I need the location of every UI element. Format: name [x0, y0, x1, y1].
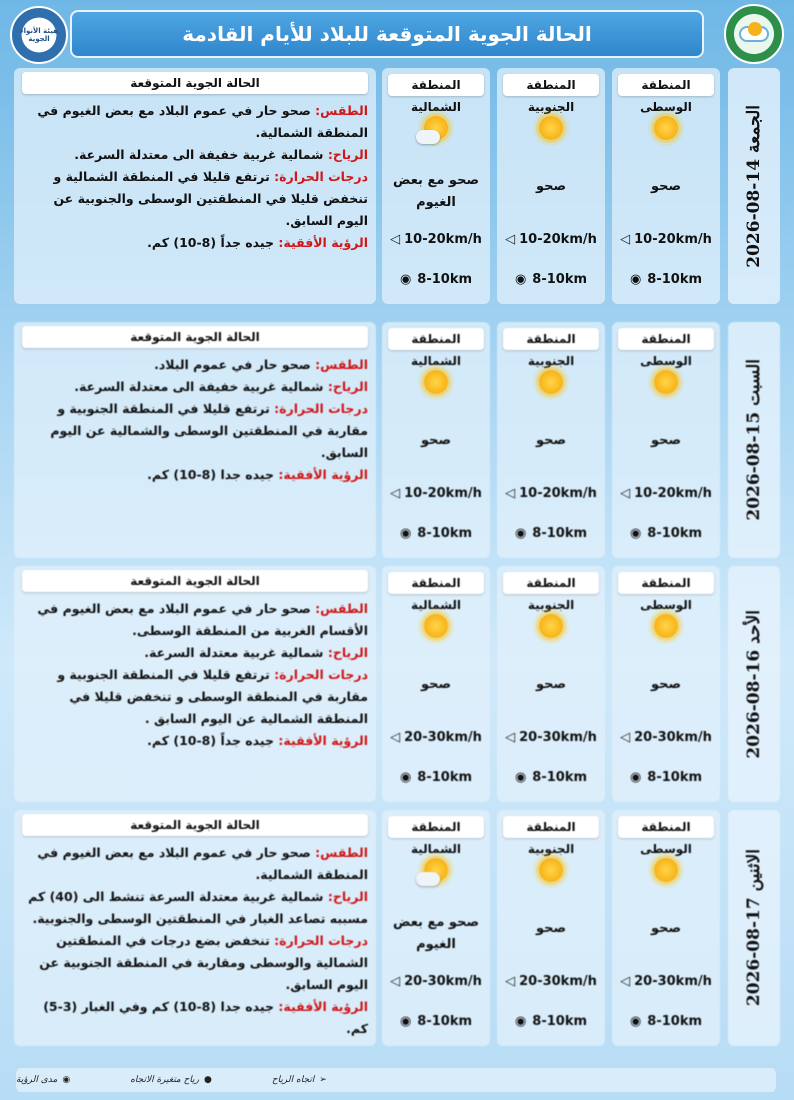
region-northern: [382, 810, 490, 1046]
weather-label: الطقس:: [315, 103, 368, 118]
visibility: [497, 272, 605, 287]
wind-value: 10-20km/h: [404, 486, 482, 501]
legend-wind-direction: ➢ اتجاه الرياح: [271, 1075, 327, 1085]
region-title: المنطقة الوسطى: [618, 572, 714, 594]
visibility-text: جيده جدا (8-10) كم.: [147, 467, 275, 482]
region-title: المنطقة الجنوبية: [503, 572, 599, 594]
visibility: [497, 1014, 605, 1029]
temp-line: [22, 398, 368, 464]
arrow-icon: ➢: [319, 1075, 327, 1085]
weather-label: الطقس:: [315, 601, 368, 616]
legend-wind-variable: ● رياح متغيرة الاتجاه: [130, 1075, 212, 1085]
region-title: المنطقة الوسطى: [618, 816, 714, 838]
visibility-value: 8-10km: [417, 1014, 473, 1029]
eye-icon: ◉: [399, 272, 412, 287]
condition-text: صحو: [535, 677, 567, 692]
sun-icon: [531, 850, 571, 890]
visibility-value: 8-10km: [647, 526, 703, 541]
eye-icon: ◉: [629, 272, 642, 287]
region-title: المنطقة الشمالية: [388, 816, 484, 838]
eye-icon: ◉: [629, 1014, 642, 1029]
region-northern: [382, 322, 490, 558]
forecast-description: [14, 566, 376, 802]
visibility: [612, 770, 720, 785]
wind-line: [22, 642, 368, 664]
wind-value: 10-20km/h: [634, 486, 712, 501]
condition-text: صحو: [535, 433, 567, 448]
date-label: [728, 566, 780, 802]
day-forecast: [14, 566, 780, 802]
visibility-text: جيده جدا (8-10) كم وفي الغبار (3-5) كم.: [43, 999, 368, 1036]
wind-speed: [382, 730, 490, 745]
condition-text: صحو: [650, 921, 682, 936]
wind-speed: [612, 730, 720, 745]
description-title: الحالة الجوية المتوقعة: [22, 570, 368, 592]
wind-arrow-icon: ◁: [620, 974, 631, 989]
visibility-value: 8-10km: [532, 770, 588, 785]
condition-text: صحو: [420, 677, 452, 692]
visibility-line: [22, 464, 368, 486]
visibility: [382, 1014, 490, 1029]
temp-text: تنخفض بضع درجات في المنطقتين الشمالية والوسطى ومقاربة في المنطقة الجنوبية عن اليوم السابق.: [39, 933, 368, 992]
visibility: [382, 526, 490, 541]
wind-arrow-icon: ◁: [390, 974, 401, 989]
forecast-description: [14, 68, 376, 304]
wind-text: شمالية غربية خفيفة الى معتدلة السرعة.: [74, 379, 324, 394]
temp-text: ترتفع قليلا في المنطقة الجنوبية و مقاربة في المنطقة الوسطى و تنخفض قليلا في المنطقة الشمالية عن اليوم السابق .: [57, 667, 368, 726]
weather-label: الطقس:: [315, 357, 368, 372]
condition-text: صحو: [650, 433, 682, 448]
visibility-value: 8-10km: [417, 526, 473, 541]
eye-icon: ◉: [514, 526, 527, 541]
visibility-value: 8-10km: [647, 1014, 703, 1029]
wind-value: 10-20km/h: [404, 232, 482, 247]
date-text: السبت 15-08-2026: [744, 359, 764, 521]
region-title: المنطقة الوسطى: [618, 74, 714, 96]
day-forecast: [14, 68, 780, 304]
weather-logo: [724, 4, 784, 64]
region-central: [612, 322, 720, 558]
wind-speed: [382, 974, 490, 989]
wind-label: الرياح:: [327, 379, 368, 394]
date-label: [728, 322, 780, 558]
visibility-label: الرؤية الأفقية:: [278, 999, 368, 1014]
weather-line: [22, 598, 368, 642]
visibility-line: [22, 996, 368, 1040]
weather-line: [22, 354, 368, 376]
region-title: المنطقة الشمالية: [388, 74, 484, 96]
organization-logo: [10, 6, 68, 64]
wind-speed: [612, 974, 720, 989]
region-southern: [497, 566, 605, 802]
eye-icon: ◉: [399, 1014, 412, 1029]
wind-speed: [382, 232, 490, 247]
temp-label: درجات الحرارة:: [274, 933, 368, 948]
temp-text: ترتفع قليلا في المنطقة الشمالية و تنخفض قليلا في المنطقتين الوسطى والجنوبية عن اليوم السابق.: [53, 169, 368, 228]
region-title: المنطقة الوسطى: [618, 328, 714, 350]
wind-speed: [382, 486, 490, 501]
temp-label: درجات الحرارة:: [274, 169, 368, 184]
eye-icon: ◉: [514, 272, 527, 287]
region-title: المنطقة الشمالية: [388, 328, 484, 350]
visibility-value: 8-10km: [417, 272, 473, 287]
wind-label: الرياح:: [327, 147, 368, 162]
legend: [16, 1068, 776, 1092]
sun-icon: [531, 362, 571, 402]
temp-line: [22, 166, 368, 232]
page-title: الحالة الجوية المتوقعة للبلاد للأيام القادمة: [182, 22, 592, 46]
date-text: الاثنين 17-08-2026: [744, 849, 764, 1007]
eye-icon: ◉: [399, 526, 412, 541]
visibility: [612, 272, 720, 287]
wind-value: 20-30km/h: [519, 974, 597, 989]
date-label: [728, 810, 780, 1046]
wind-arrow-icon: ◁: [620, 486, 631, 501]
visibility-value: 8-10km: [532, 272, 588, 287]
visibility-value: 8-10km: [532, 526, 588, 541]
wind-speed: [497, 486, 605, 501]
wind-value: 10-20km/h: [519, 486, 597, 501]
weather-text: صحو حار في عموم البلاد مع بعض الغيوم في المنطقة الشمالية.: [37, 845, 368, 882]
wind-speed: [612, 486, 720, 501]
condition-text: صحو مع بعض الغيوم: [392, 173, 480, 210]
eye-icon: ◉: [62, 1075, 71, 1085]
sun-icon: [646, 606, 686, 646]
wind-arrow-icon: ◁: [505, 486, 516, 501]
wind-value: 20-30km/h: [634, 974, 712, 989]
temp-line: [22, 930, 368, 996]
wind-line: [22, 376, 368, 398]
temp-label: درجات الحرارة:: [274, 667, 368, 682]
region-central: [612, 68, 720, 304]
visibility: [382, 770, 490, 785]
dot-icon: ●: [204, 1075, 212, 1085]
sun-icon: [646, 362, 686, 402]
region-title: المنطقة الجنوبية: [503, 816, 599, 838]
condition-text: صحو مع بعض الغيوم: [392, 915, 480, 952]
region-southern: [497, 322, 605, 558]
page-header: [70, 10, 704, 58]
description-title: الحالة الجوية المتوقعة: [22, 326, 368, 348]
description-title: الحالة الجوية المتوقعة: [22, 814, 368, 836]
forecast-description: [14, 810, 376, 1046]
temp-text: ترتفع قليلا في المنطقة الجنوبية و مقاربة في المنطقتين الوسطى والشمالية عن اليوم السابق.: [50, 401, 368, 460]
wind-arrow-icon: ◁: [390, 232, 401, 247]
visibility: [497, 770, 605, 785]
day-forecast: [14, 810, 780, 1046]
date-text: الأحد 16-08-2026: [744, 609, 764, 759]
wind-arrow-icon: ◁: [620, 232, 631, 247]
eye-icon: ◉: [629, 526, 642, 541]
visibility-line: [22, 232, 368, 254]
temp-label: درجات الحرارة:: [274, 401, 368, 416]
visibility-label: الرؤية الأفقية:: [278, 733, 368, 748]
region-title: المنطقة الجنوبية: [503, 74, 599, 96]
wind-text: شمالية غربية معتدلة السرعة.: [144, 645, 324, 660]
visibility-value: 8-10km: [647, 272, 703, 287]
condition-text: صحو: [650, 179, 682, 194]
visibility-text: جيده جداً (8-10) كم.: [147, 733, 275, 748]
wind-arrow-icon: ◁: [390, 486, 401, 501]
visibility: [612, 526, 720, 541]
wind-label: الرياح:: [327, 889, 368, 904]
sun-icon: [531, 606, 571, 646]
wind-arrow-icon: ◁: [505, 730, 516, 745]
visibility-value: 8-10km: [417, 770, 473, 785]
wind-speed: [497, 730, 605, 745]
wind-value: 20-30km/h: [404, 974, 482, 989]
condition-text: صحو: [535, 921, 567, 936]
visibility-label: الرؤية الأفقية:: [278, 467, 368, 482]
partly-cloudy-icon: [416, 108, 456, 148]
forecast-description: [14, 322, 376, 558]
condition-text: صحو: [535, 179, 567, 194]
eye-icon: ◉: [399, 770, 412, 785]
condition-text: صحو: [420, 433, 452, 448]
sun-icon: [646, 850, 686, 890]
wind-value: 20-30km/h: [634, 730, 712, 745]
condition-text: صحو: [650, 677, 682, 692]
date-text: الجمعة 14-08-2026: [744, 104, 764, 268]
wind-speed: [497, 232, 605, 247]
wind-text: شمالية غربية معتدلة السرعة تنشط الى (40) كم مسببه تصاعد الغبار في المنطقتين الوسطى والجنوبية.: [28, 889, 368, 926]
sun-icon: [416, 606, 456, 646]
visibility-value: 8-10km: [647, 770, 703, 785]
visibility-value: 8-10km: [532, 1014, 588, 1029]
day-forecast: [14, 322, 780, 558]
weather-text: صحو حار في عموم البلاد مع بعض الغيوم في الأقسام الغربية من المنطقة الوسطى.: [37, 601, 368, 638]
logo-text: هيئة الأنواء الجوية: [20, 27, 58, 43]
wind-arrow-icon: ◁: [620, 730, 631, 745]
eye-icon: ◉: [629, 770, 642, 785]
weather-label: الطقس:: [315, 845, 368, 860]
visibility-line: [22, 730, 368, 752]
sun-icon: [531, 108, 571, 148]
wind-value: 20-30km/h: [404, 730, 482, 745]
region-southern: [497, 68, 605, 304]
eye-icon: ◉: [514, 1014, 527, 1029]
weather-text: صحو حار في عموم البلاد.: [154, 357, 311, 372]
wind-line: [22, 144, 368, 166]
region-central: [612, 810, 720, 1046]
wind-arrow-icon: ◁: [390, 730, 401, 745]
sun-icon: [748, 22, 762, 36]
wind-value: 20-30km/h: [519, 730, 597, 745]
wind-value: 10-20km/h: [519, 232, 597, 247]
weather-line: [22, 842, 368, 886]
visibility: [382, 272, 490, 287]
wind-speed: [612, 232, 720, 247]
wind-line: [22, 886, 368, 930]
legend-visibility: ◉ مدى الرؤية: [16, 1075, 71, 1085]
description-title: الحالة الجوية المتوقعة: [22, 72, 368, 94]
visibility: [612, 1014, 720, 1029]
wind-arrow-icon: ◁: [505, 974, 516, 989]
wind-speed: [497, 974, 605, 989]
region-title: المنطقة الجنوبية: [503, 328, 599, 350]
date-label: [728, 68, 780, 304]
visibility-text: جيده جداً (8-10) كم.: [147, 235, 275, 250]
wind-arrow-icon: ◁: [505, 232, 516, 247]
sun-icon: [646, 108, 686, 148]
visibility: [497, 526, 605, 541]
weather-text: صحو حار في عموم البلاد مع بعض الغيوم في المنطقة الشمالية.: [37, 103, 368, 140]
region-northern: [382, 68, 490, 304]
weather-line: [22, 100, 368, 144]
region-central: [612, 566, 720, 802]
wind-text: شمالية غربية خفيفة الى معتدلة السرعة.: [74, 147, 324, 162]
temp-line: [22, 664, 368, 730]
wind-value: 10-20km/h: [634, 232, 712, 247]
region-northern: [382, 566, 490, 802]
region-southern: [497, 810, 605, 1046]
wind-label: الرياح:: [327, 645, 368, 660]
visibility-label: الرؤية الأفقية:: [278, 235, 368, 250]
region-title: المنطقة الشمالية: [388, 572, 484, 594]
eye-icon: ◉: [514, 770, 527, 785]
sun-icon: [416, 362, 456, 402]
partly-cloudy-icon: [416, 850, 456, 890]
